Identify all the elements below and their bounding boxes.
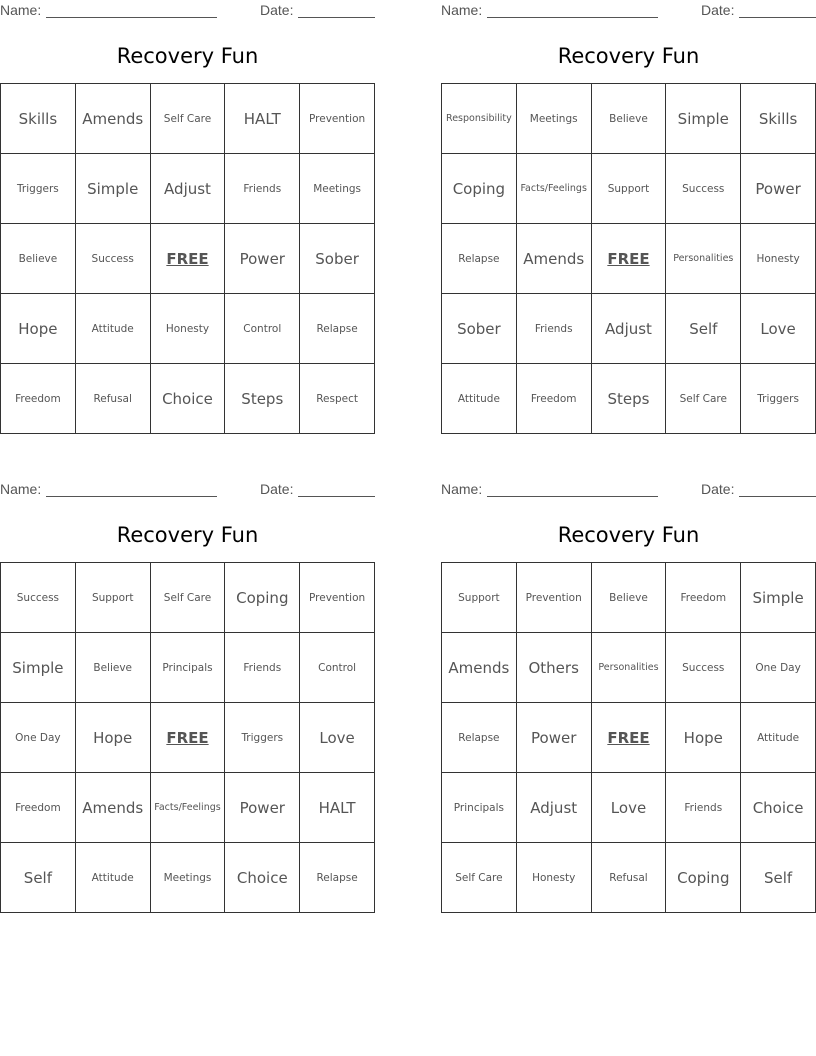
card-title: Recovery Fun (116, 523, 259, 547)
bingo-cell: Control (225, 294, 300, 364)
date-blank (298, 496, 375, 497)
bingo-cell: Coping (225, 563, 300, 633)
name-label: Name: (0, 2, 42, 18)
bingo-cell: Choice (741, 773, 816, 843)
bingo-cell: Skills (741, 84, 816, 154)
bingo-cell: Personalities (592, 633, 667, 703)
bingo-cell: One Day (1, 703, 76, 773)
bingo-cell: Believe (592, 563, 667, 633)
bingo-cell: Love (300, 703, 375, 773)
name-label: Name: (441, 2, 483, 18)
bingo-cell: Freedom (517, 364, 592, 434)
name-label: Name: (441, 481, 483, 497)
bingo-cell: Respect (300, 364, 375, 434)
bingo-cell: Hope (76, 703, 151, 773)
bingo-cell: Self Care (151, 563, 226, 633)
bingo-cell: Self Care (151, 84, 226, 154)
bingo-cell: Simple (741, 563, 816, 633)
bingo-cell: Support (592, 154, 667, 224)
bingo-cell: Power (225, 224, 300, 294)
bingo-cell: Honesty (517, 843, 592, 913)
bingo-cell: Success (1, 563, 76, 633)
bingo-cell: Friends (517, 294, 592, 364)
bingo-cell: Self (741, 843, 816, 913)
card-title: Recovery Fun (557, 44, 700, 68)
name-label: Name: (0, 481, 42, 497)
bingo-cell: Freedom (1, 773, 76, 843)
bingo-cell: Triggers (225, 703, 300, 773)
bingo-cell: Meetings (517, 84, 592, 154)
bingo-cell: Triggers (1, 154, 76, 224)
bingo-cell: Power (225, 773, 300, 843)
bingo-grid (441, 83, 816, 434)
bingo-cell: Self Care (666, 364, 741, 434)
bingo-cell: Prevention (300, 84, 375, 154)
bingo-card-3 (0, 479, 375, 913)
bingo-cell: Triggers (741, 364, 816, 434)
bingo-cell: Freedom (666, 563, 741, 633)
bingo-cell: Believe (76, 633, 151, 703)
name-date-line (441, 481, 816, 499)
name-date-line (0, 481, 375, 499)
bingo-cell: Attitude (442, 364, 517, 434)
bingo-cell: Simple (666, 84, 741, 154)
bingo-cell: Prevention (517, 563, 592, 633)
bingo-cell: Relapse (300, 294, 375, 364)
bingo-cell: Sober (300, 224, 375, 294)
bingo-cell: Amends (76, 773, 151, 843)
bingo-cell: Support (442, 563, 517, 633)
card-title: Recovery Fun (557, 523, 700, 547)
date-blank (298, 17, 375, 18)
bingo-cell: Self (1, 843, 76, 913)
bingo-cell: Hope (666, 703, 741, 773)
bingo-cell: Support (76, 563, 151, 633)
bingo-cell: Choice (225, 843, 300, 913)
bingo-cell: One Day (741, 633, 816, 703)
bingo-cell: HALT (300, 773, 375, 843)
bingo-cell: Simple (1, 633, 76, 703)
card-title: Recovery Fun (116, 44, 259, 68)
bingo-cell: Believe (1, 224, 76, 294)
bingo-cell: Love (741, 294, 816, 364)
bingo-cell: Amends (517, 224, 592, 294)
bingo-cell: Believe (592, 84, 667, 154)
name-blank (46, 17, 217, 18)
bingo-grid (441, 562, 816, 913)
bingo-cell: Power (517, 703, 592, 773)
bingo-cell: Adjust (517, 773, 592, 843)
bingo-cell: Attitude (76, 843, 151, 913)
free-space-cell: FREE (592, 703, 667, 773)
bingo-cell: Honesty (741, 224, 816, 294)
bingo-cell: Attitude (76, 294, 151, 364)
free-space-cell: FREE (592, 224, 667, 294)
bingo-cell: Meetings (151, 843, 226, 913)
bingo-card-1 (0, 0, 375, 434)
bingo-cell: Honesty (151, 294, 226, 364)
bingo-cell: Friends (225, 633, 300, 703)
bingo-cell: Self Care (442, 843, 517, 913)
bingo-cell: Adjust (151, 154, 226, 224)
bingo-cell: Hope (1, 294, 76, 364)
bingo-grid (0, 562, 375, 913)
bingo-cell: Prevention (300, 563, 375, 633)
name-date-line (441, 2, 816, 20)
name-blank (487, 496, 658, 497)
bingo-cell: Success (666, 633, 741, 703)
date-blank (739, 17, 816, 18)
name-blank (46, 496, 217, 497)
date-label: Date: (260, 2, 294, 18)
bingo-cell: Attitude (741, 703, 816, 773)
free-space-cell: FREE (151, 703, 226, 773)
bingo-cell: Sober (442, 294, 517, 364)
bingo-cell: Facts/Feelings (517, 154, 592, 224)
bingo-cell: Power (741, 154, 816, 224)
bingo-cell: Others (517, 633, 592, 703)
bingo-cell: Facts/Feelings (151, 773, 226, 843)
bingo-cell: Meetings (300, 154, 375, 224)
bingo-cell: Relapse (300, 843, 375, 913)
bingo-cell: Success (76, 224, 151, 294)
bingo-cell: Principals (151, 633, 226, 703)
bingo-cell: Simple (76, 154, 151, 224)
bingo-cell: Self (666, 294, 741, 364)
bingo-cell: Amends (76, 84, 151, 154)
bingo-cell: Love (592, 773, 667, 843)
name-blank (487, 17, 658, 18)
free-space-cell: FREE (151, 224, 226, 294)
bingo-cell: Control (300, 633, 375, 703)
bingo-grid (0, 83, 375, 434)
bingo-cell: Relapse (442, 703, 517, 773)
bingo-cell: Relapse (442, 224, 517, 294)
bingo-cell: Friends (225, 154, 300, 224)
bingo-cell: Freedom (1, 364, 76, 434)
bingo-cell: Coping (666, 843, 741, 913)
bingo-cell: Refusal (592, 843, 667, 913)
date-label: Date: (701, 481, 735, 497)
bingo-cell: Refusal (76, 364, 151, 434)
date-blank (739, 496, 816, 497)
bingo-cell: Adjust (592, 294, 667, 364)
bingo-cell: Personalities (666, 224, 741, 294)
bingo-cell: HALT (225, 84, 300, 154)
bingo-cell: Skills (1, 84, 76, 154)
bingo-cell: Friends (666, 773, 741, 843)
bingo-cell: Principals (442, 773, 517, 843)
bingo-cell: Steps (592, 364, 667, 434)
bingo-cell: Responsibility (442, 84, 517, 154)
bingo-cell: Success (666, 154, 741, 224)
date-label: Date: (260, 481, 294, 497)
name-date-line (0, 2, 375, 20)
date-label: Date: (701, 2, 735, 18)
bingo-card-4 (441, 479, 816, 913)
bingo-cell: Coping (442, 154, 517, 224)
bingo-cell: Amends (442, 633, 517, 703)
bingo-cell: Choice (151, 364, 226, 434)
bingo-cell: Steps (225, 364, 300, 434)
bingo-card-2 (441, 0, 816, 434)
